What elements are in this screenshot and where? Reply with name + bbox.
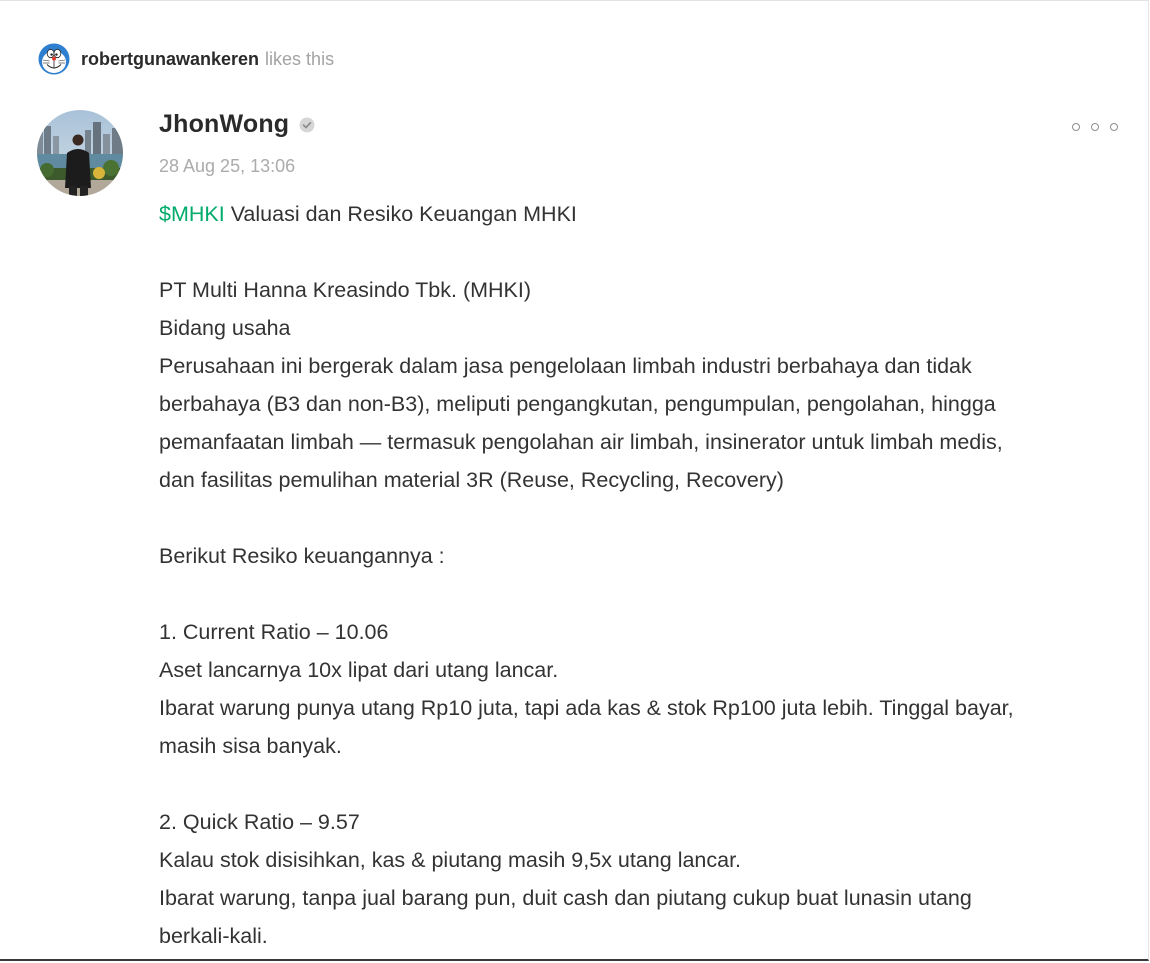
author-name[interactable]: JhonWong xyxy=(159,110,290,138)
ratio-line: Ibarat warung punya utang Rp10 juta, tapi ada kas & stok Rp100 juta lebih. Tinggal bayar, xyxy=(159,696,1014,720)
more-options-icon[interactable] xyxy=(1072,119,1118,135)
verified-check-icon xyxy=(299,117,315,133)
business-line: Perusahaan ini bergerak dalam jasa pengelolaan limbah industri berbahaya dan tidak xyxy=(159,354,972,378)
author-avatar[interactable] xyxy=(37,110,123,196)
more-dot xyxy=(1072,123,1080,131)
post-body xyxy=(159,195,1119,955)
business-line: berbahaya (B3 dan non-B3), meliputi pengangkutan, pengumpulan, pengolahan, hingga xyxy=(159,392,996,416)
ratio-line: Aset lancarnya 10x lipat dari utang lancar. xyxy=(159,658,559,682)
post-title xyxy=(159,195,1119,233)
spacer xyxy=(159,233,1119,271)
ratio-line: Kalau stok disisihkan, kas & piutang masih 9,5x utang lancar. xyxy=(159,848,742,872)
company-name: PT Multi Hanna Kreasindo Tbk. (MHKI) xyxy=(159,278,532,302)
business-line: dan fasilitas pemulihan material 3R (Reuse, Recycling, Recovery) xyxy=(159,468,784,492)
author-header xyxy=(159,110,315,139)
ticker-link[interactable]: $MHKI xyxy=(159,202,225,226)
business-line: pemanfaatan limbah — termasuk pengolahan air limbah, insinerator untuk limbah medis, xyxy=(159,430,1003,454)
liker-username[interactable]: robertgunawankeren xyxy=(81,48,260,69)
more-dot xyxy=(1110,123,1118,131)
ratio-heading: 1. Current Ratio – 10.06 xyxy=(159,620,389,644)
ratio-line: Ibarat warung, tanpa jual barang pun, duit cash dan piutang cukup buat lunasin utang xyxy=(159,886,972,910)
more-dot xyxy=(1091,123,1099,131)
post-timestamp[interactable]: 28 Aug 25, 13:06 xyxy=(159,156,296,176)
risk-intro: Berikut Resiko keuangannya : xyxy=(159,544,445,568)
like-suffix: likes this xyxy=(265,48,335,69)
ratio-line: masih sisa banyak. xyxy=(159,734,342,758)
ratio-heading: 2. Quick Ratio – 9.57 xyxy=(159,810,360,834)
like-notice xyxy=(38,42,334,76)
spacer xyxy=(159,499,1119,537)
post-title-text: Valuasi dan Resiko Keuangan MHKI xyxy=(224,202,577,226)
spacer xyxy=(159,575,1119,613)
spacer xyxy=(159,765,1119,803)
profile-photo xyxy=(37,110,123,196)
ratio-line: berkali-kali. xyxy=(159,924,268,948)
doraemon-avatar-icon[interactable] xyxy=(38,43,70,75)
section-heading: Bidang usaha xyxy=(159,316,291,340)
